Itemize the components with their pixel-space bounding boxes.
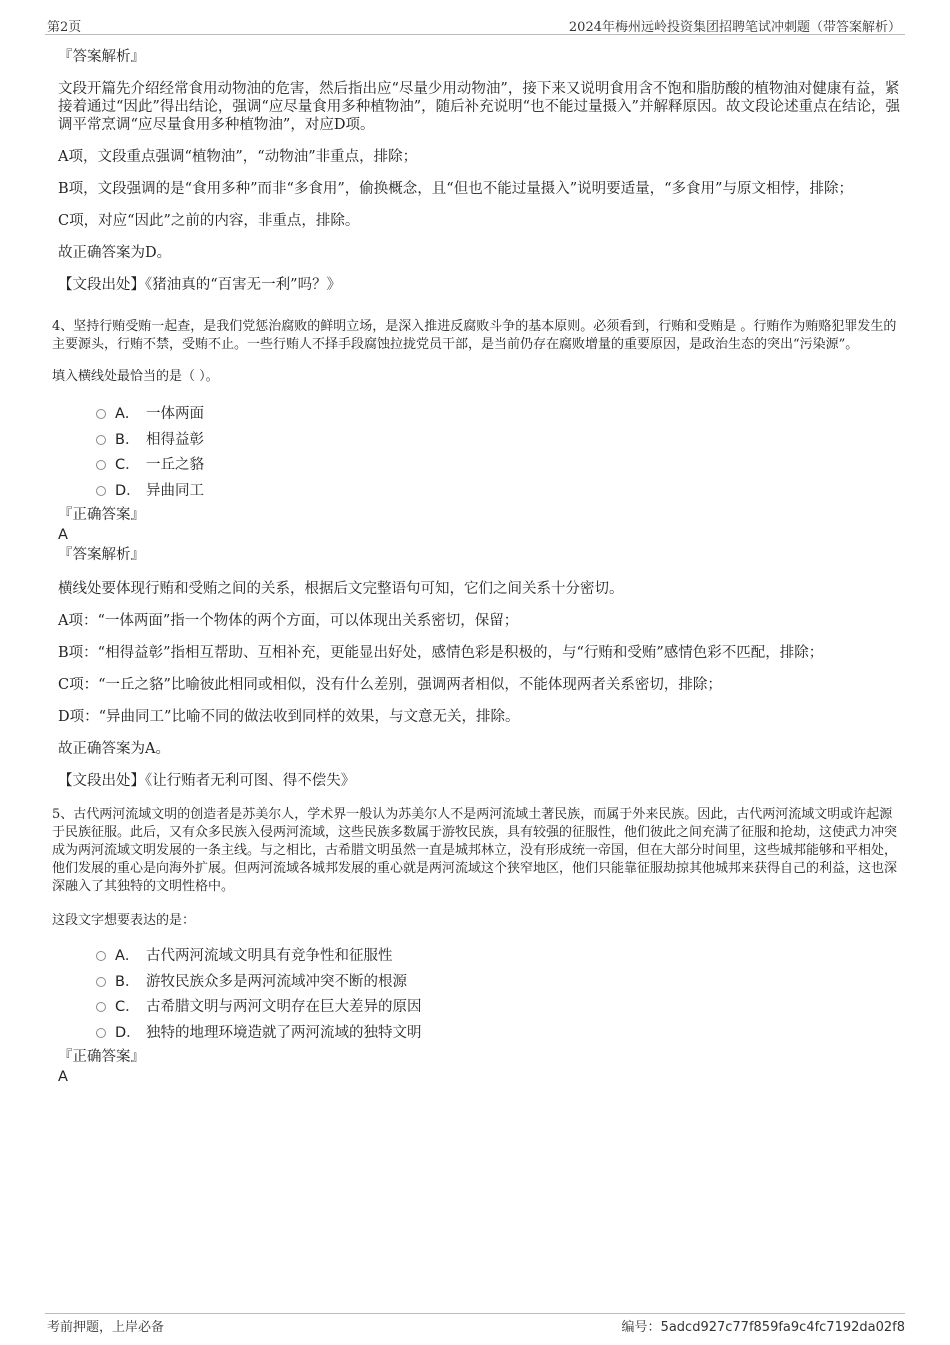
- radio-icon[interactable]: [96, 951, 106, 961]
- radio-icon[interactable]: [96, 1028, 106, 1038]
- analysis-item-d: D项：“异曲同工”比喻不同的做法收到同样的效果，与文意无关，排除。: [58, 709, 520, 725]
- radio-icon[interactable]: [96, 486, 106, 496]
- analysis-item-c: C项：“一丘之貉”比喻彼此相同或相似，没有什么差别，强调两者相似，不能体现两者关系密切，排除；: [58, 677, 722, 693]
- analysis-text: 横线处要体现行贿和受贿之间的关系，根据后文完整语句可知，它们之间关系十分密切。: [58, 581, 624, 597]
- source-citation: 【文段出处】《让行贿者无利可图、得不偿失》: [58, 773, 356, 789]
- analysis-item-a: A项：“一体两面”指一个物体的两个方面，可以体现出关系密切，保留；: [58, 613, 519, 629]
- page-number: 第2页: [47, 20, 82, 35]
- page-content: [52, 44, 902, 1086]
- question-stem: 5、古代两河流域文明的创造者是苏美尔人，学术界一般认为苏美尔人不是两河流域土著民族，而属于外来民族。因此，古代两河流域文明或许起源于民族征服。此后，又有众多民族入侵两河流域，这些民族多数属于游牧民族，具有较强的征服性，他们彼此之间充满了征服和抢劫，这使武力冲突成为两河流域文明发展的一条主线。与之相比，古希腊文明虽然一直是城邦林立，没有形成统一帝国，但在大部分时间里，这些城邦能够和平相处，他们发展的重心是向海外扩展。但两河流域各城邦发展的重心就是两河流域这个狭窄地区，他们只能靠征服劫掠其他城邦来获得自己的利益，这也深深融入了其独特的文明性格中。: [52, 807, 898, 894]
- document-title: 2024年梅州远岭投资集团招聘笔试冲刺题（带答案解析）: [568, 20, 901, 35]
- answer-value: A: [58, 1069, 68, 1085]
- radio-icon[interactable]: [96, 977, 106, 987]
- document-code: [622, 1316, 905, 1335]
- page-header: [45, 14, 905, 35]
- option-list: [52, 944, 902, 1046]
- option-b[interactable]: B． 相得益彰: [96, 428, 902, 454]
- radio-icon[interactable]: [96, 435, 106, 445]
- option-a[interactable]: A． 古代两河流域文明具有竞争性和征服性: [96, 944, 902, 970]
- radio-icon[interactable]: [96, 409, 106, 419]
- analysis-item-c: C项，对应“因此”之前的内容，非重点，排除。: [58, 213, 360, 229]
- analysis-item-b: B项，文段强调的是“食用多种”而非“多食用”，偷换概念，且“但也不能过量摄入”说明要适量，“多食用”与原文相悖，排除；: [58, 181, 853, 197]
- analysis-item-b: B项：“相得益彰”指相互帮助、互相补充，更能显出好处，感情色彩是积极的，与“行贿和受贿”感情色彩不匹配，排除；: [58, 645, 824, 661]
- footer-slogan: 考前押题，上岸必备: [47, 1320, 165, 1335]
- option-b[interactable]: B． 游牧民族众多是两河流域冲突不断的根源: [96, 970, 902, 996]
- code-value: 5adcd927c77f859fa9c4fc7192da02f8: [660, 1320, 905, 1335]
- option-list: [52, 402, 902, 504]
- option-d[interactable]: D． 独特的地理环境造就了两河流域的独特文明: [96, 1021, 902, 1047]
- code-label: 编号：: [621, 1320, 661, 1335]
- analysis-conclusion: 故正确答案为A。: [58, 741, 170, 757]
- answer-value: A: [58, 527, 68, 543]
- analysis-conclusion: 故正确答案为D。: [58, 245, 172, 261]
- option-d[interactable]: D． 异曲同工: [96, 479, 902, 505]
- page-footer: [45, 1313, 905, 1334]
- question-prompt: 填入横线处最恰当的是（ ）。: [52, 369, 219, 384]
- option-a[interactable]: A． 一体两面: [96, 402, 902, 428]
- analysis-label: 『答案解析』: [58, 547, 145, 563]
- question-stem: 4、坚持行贿受贿一起查，是我们党惩治腐败的鲜明立场，是深入推进反腐败斗争的基本原则。必须看到，行贿和受贿是 。行贿作为贿赂犯罪发生的主要源头，行贿不禁，受贿不止。一些行贿人不择手段腐蚀拉拢党员干部，是当前仍存在腐败增量的重要原因，是政治生态的突出“污染源”。: [52, 319, 897, 352]
- analysis-label: 『答案解析』: [58, 49, 145, 65]
- option-c[interactable]: C． 一丘之貉: [96, 453, 902, 479]
- radio-icon[interactable]: [96, 460, 106, 470]
- question-prompt: 这段文字想要表达的是：: [52, 913, 196, 928]
- radio-icon[interactable]: [96, 1002, 106, 1012]
- answer-label: 『正确答案』: [58, 507, 145, 523]
- option-c[interactable]: C． 古希腊文明与两河文明存在巨大差异的原因: [96, 995, 902, 1021]
- analysis-text: 文段开篇先介绍经常食用动物油的危害，然后指出应“尽量少用动物油”，接下来又说明食用含不饱和脂肪酸的植物油对健康有益，紧接着通过“因此”得出结论，强调“应尽量食用多种植物油”，随后补充说明“也不能过量摄入”并解释原因。故文段论述重点在结论，强调平常烹调“应尽量食用多种植物油”，对应D项。: [58, 81, 900, 133]
- answer-label: 『正确答案』: [58, 1049, 145, 1065]
- analysis-item-a: A项，文段重点强调“植物油”，“动物油”非重点，排除；: [58, 149, 418, 165]
- source-citation: 【文段出处】《猪油真的“百害无一利”吗？》: [58, 277, 342, 293]
